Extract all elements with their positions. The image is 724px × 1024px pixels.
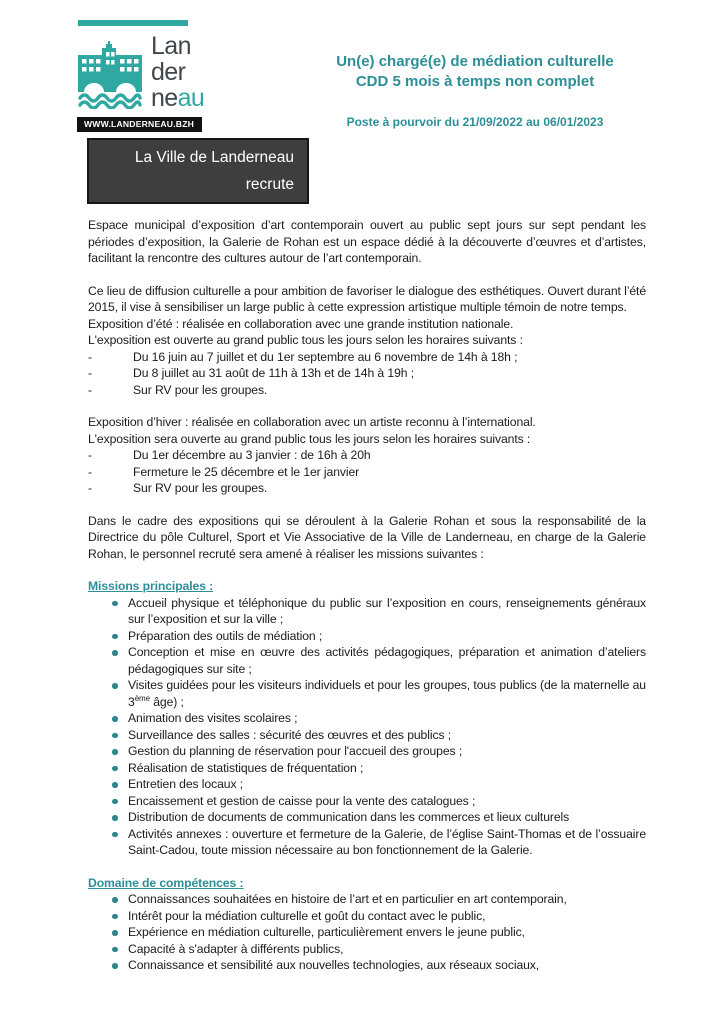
job-title xyxy=(325,52,625,92)
mission-item xyxy=(88,677,646,710)
winter-hours-item xyxy=(88,480,646,497)
mission-item-text: âge) ; xyxy=(149,694,184,709)
winter-exhibition-intro: Exposition d’hiver : réalisée en collaboration avec un artiste reconnu à l’international. xyxy=(88,415,536,429)
winter-hours-item-text: - Du 1er décembre au 3 janvier : de 16h à 20h xyxy=(133,448,371,462)
website-url-banner: WWW.LANDERNEAU.BZH xyxy=(77,117,202,132)
summer-hours-item-text: - Du 8 juillet au 31 août de 11h à 13h et de 14h à 19h ; xyxy=(133,366,415,380)
summer-hours-item-text: - Du 16 juin au 7 juillet et du 1er septembre au 6 novembre de 14h à 18h ; xyxy=(133,349,518,364)
skill-item: Capacité à s'adapter à différents publics, xyxy=(88,941,646,958)
skill-item: Expérience en médiation culturelle, particulièrement envers le jeune public, xyxy=(88,924,646,941)
skills-list xyxy=(88,891,646,974)
mission-item: Préparation des outils de médiation ; xyxy=(88,628,646,645)
logo-line-3-gray: ne xyxy=(151,84,178,112)
recruitment-banner-line1: La Ville de Landerneau xyxy=(134,149,294,166)
summer-exhibition-hours-intro: L'exposition est ouverte au grand public tous les jours selon les horaires suivants : xyxy=(88,333,523,347)
job-title-line2: CDD 5 mois à temps non complet xyxy=(355,73,595,90)
mission-item: Activités annexes : ouverture et fermeture de la Galerie, de l’église Saint-Thomas et de l’ossuaire Saint-Cadou, toute mission nécessaire au bon fonctionnement de la Galerie. xyxy=(88,826,646,859)
mission-item-text: Visites guidées pour les visiteurs individuels et pour les groupes, tous publics (de la maternelle au 3 xyxy=(128,678,646,709)
summer-exhibition-intro: Exposition d’été : réalisée en collaboration avec une grande institution nationale. xyxy=(88,316,514,331)
mission-item: Conception et mise en œuvre des activités pédagogiques, préparation et animation d’ateliers pédagogiques sur site ; xyxy=(88,644,646,677)
context-paragraph: Ce lieu de diffusion culturelle a pour ambition de favoriser le dialogue des esthétiques. Ouvert durant l’été 2015, il vise à sensibiliser un large public à cette expression artistique multiple témoin de notre temps. xyxy=(88,283,646,314)
winter-hours-item xyxy=(88,464,646,481)
logo-line-3-teal: au xyxy=(177,84,205,112)
mission-item: Animation des visites scolaires ; xyxy=(88,710,646,727)
mission-item: Surveillance des salles : sécurité des œuvres et des publics ; xyxy=(88,727,646,744)
mission-item: Accueil physique et téléphonique du public sur l’exposition en cours, renseignements généraux sur l’exposition et sur la ville ; xyxy=(88,595,646,628)
missions-heading: Missions principales : xyxy=(88,579,214,593)
intro-paragraph: Espace municipal d’exposition d’art contemporain ouvert au public sept jours sur sept pendant les périodes d’exposition, la Galerie de Rohan est un espace dédié à la découverte d’œuvres et d’artistes, facilitant la rencontre des cultures autour de l’art contemporain. xyxy=(88,218,646,265)
document-body xyxy=(88,217,646,974)
logo-top-bar xyxy=(78,20,188,26)
mission-item: Encaissement et gestion de caisse pour la vente des catalogues ; xyxy=(88,793,646,810)
mission-item-superscript: ème xyxy=(134,693,150,703)
logo-line-3 xyxy=(151,85,204,111)
mission-item: Gestion du planning de réservation pour l'accueil des groupes ; xyxy=(88,743,646,760)
mission-item: Réalisation de statistiques de fréquentation ; xyxy=(88,760,646,777)
mission-item: Distribution de documents de communication dans les commerces et lieux culturels xyxy=(88,809,646,826)
summer-hours-item xyxy=(88,349,646,366)
skill-item: Connaissances souhaitées en histoire de l’art et en particulier en art contemporain, xyxy=(88,891,646,908)
mission-item: Entretien des locaux ; xyxy=(88,776,646,793)
job-title-line1: Un(e) chargé(e) de médiation culturelle xyxy=(336,53,614,70)
logo-line-2: der xyxy=(151,58,186,86)
logo-wordmark xyxy=(151,33,204,111)
landerneau-building-icon xyxy=(78,39,142,109)
responsibility-paragraph: Dans le cadre des expositions qui se déroulent à la Galerie Rohan et sous la responsabilité de la Directrice du pôle Culturel, Sport et Vie Associative de la Ville de Landerneau, en charge de la Galerie Rohan, le personnel recruté sera amené à réaliser les missions suivantes : xyxy=(88,513,646,561)
winter-hours-item-text: - Sur RV pour les groupes. xyxy=(133,481,268,495)
winter-hours-item xyxy=(88,447,646,464)
skill-item: Connaissance et sensibilité aux nouvelles technologies, aux réseaux sociaux, xyxy=(88,957,646,974)
winter-exhibition-hours-intro: L'exposition sera ouverte au grand public tous les jours selon les horaires suivants : xyxy=(88,431,531,446)
skills-heading: Domaine de compétences : xyxy=(88,875,244,890)
skill-item: Intérêt pour la médiation culturelle et goût du contact avec le public, xyxy=(88,908,646,925)
job-availability-dates: Poste à pourvoir du 21/09/2022 au 06/01/2023 xyxy=(346,115,604,129)
winter-hours-item-text: - Fermeture le 25 décembre et le 1er janvier xyxy=(133,464,360,479)
recruitment-banner xyxy=(87,138,309,204)
summer-hours-item xyxy=(88,365,646,382)
recruitment-banner-line2: recrute xyxy=(245,176,294,193)
summer-hours-item xyxy=(88,382,646,399)
summer-hours-item-text: - Sur RV pour les groupes. xyxy=(133,382,268,397)
logo-line-1: Lan xyxy=(151,32,191,60)
missions-list xyxy=(88,595,646,859)
